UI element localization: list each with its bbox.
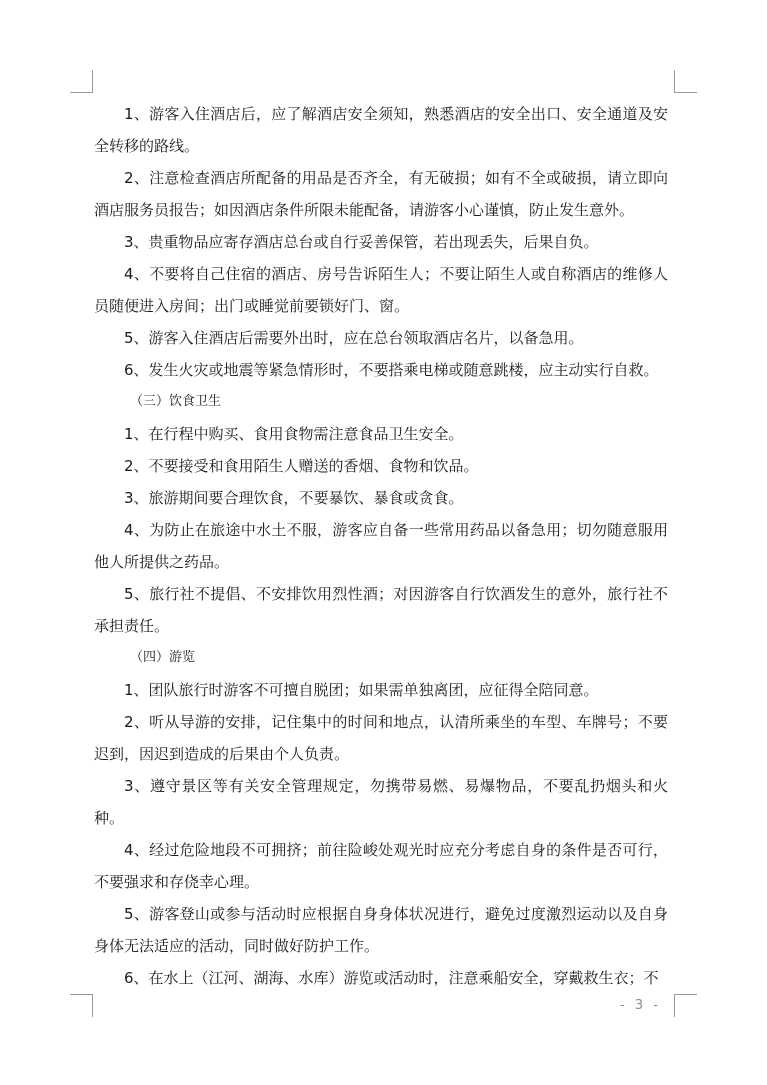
paragraph: 6、在水上（江河、湖海、水库）游览或活动时，注意乘船安全，穿戴救生衣；不 <box>124 969 659 987</box>
paragraph: 3、旅游期间要合理饮食，不要暴饮、暴食或贪食。 <box>124 489 464 507</box>
paragraph: 5、游客入住酒店后需要外出时，应在总台领取酒店名片，以备急用。 <box>124 329 584 347</box>
paragraph: 1、在行程中购买、食用食物需注意食品卫生安全。 <box>124 425 464 443</box>
paragraph: 6、发生火灾或地震等紧急情形时，不要搭乘电梯或随意跳楼，应主动实行自救。 <box>124 361 659 379</box>
paragraph: 4、经过危险地段不可拥挤；前往险峻处观光时应充分考虑自身的条件是否可行，不要强求和存侥幸心理。 <box>94 841 668 891</box>
paragraph: 3、遵守景区等有关安全管理规定，勿携带易燃、易爆物品，不要乱扔烟头和火种。 <box>94 777 668 827</box>
section-heading: （四）游览 <box>130 650 196 665</box>
document-body <box>94 98 668 994</box>
paragraph: 2、听从导游的安排，记住集中的时间和地点，认清所乘坐的车型、车牌号；不要迟到，因迟到造成的后果由个人负责。 <box>94 713 668 763</box>
paragraph: 5、游客登山或参与活动时应根据自身身体状况进行，避免过度激烈运动以及自身身体无法适应的活动，同时做好防护工作。 <box>94 905 668 955</box>
corner-mark-top-right <box>674 70 697 93</box>
corner-mark-top-left <box>70 70 93 93</box>
paragraph: 1、游客入住酒店后，应了解酒店安全须知，熟悉酒店的安全出口、安全通道及安全转移的路线。 <box>94 105 668 155</box>
paragraph: 4、为防止在旅途中水土不服，游客应自备一些常用药品以备急用；切勿随意服用他人所提供之药品。 <box>94 521 668 571</box>
paragraph: 3、贵重物品应寄存酒店总台或自行妥善保管，若出现丢失，后果自负。 <box>124 233 599 251</box>
page-number: - 3 - <box>620 998 661 1013</box>
paragraph: 4、不要将自己住宿的酒店、房号告诉陌生人；不要让陌生人或自称酒店的维修人员随便进入房间；出门或睡觉前要锁好门、窗。 <box>94 265 668 315</box>
section-heading: （三）饮食卫生 <box>130 394 222 409</box>
paragraph: 2、不要接受和食用陌生人赠送的香烟、食物和饮品。 <box>124 457 479 475</box>
paragraph: 1、团队旅行时游客不可擅自脱团；如果需单独离团，应征得全陪同意。 <box>124 681 599 699</box>
paragraph: 2、注意检查酒店所配备的用品是否齐全，有无破损；如有不全或破损，请立即向酒店服务员报告；如因酒店条件所限未能配备，请游客小心谨慎，防止发生意外。 <box>94 169 668 219</box>
paragraph: 5、旅行社不提倡、不安排饮用烈性酒；对因游客自行饮酒发生的意外，旅行社不承担责任。 <box>94 585 668 635</box>
corner-mark-bottom-left <box>70 994 93 1017</box>
